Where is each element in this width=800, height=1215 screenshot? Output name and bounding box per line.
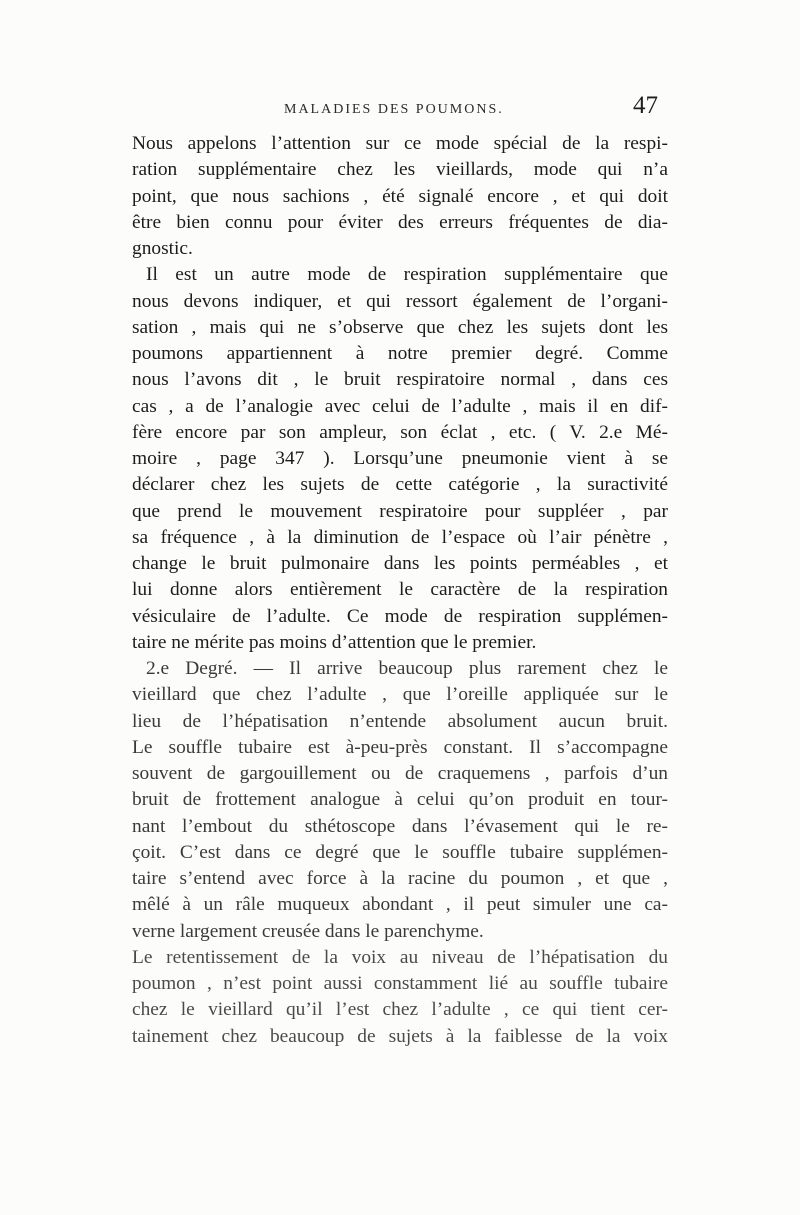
text-line: Il est un autre mode de respiration supplémentaire que — [146, 264, 668, 286]
page-header — [132, 92, 672, 126]
text-line: lieu de l’hépatisation n’entende absolument aucun bruit. — [132, 710, 668, 732]
text-line: poumon , n’est point aussi constamment lié au souffle tubaire — [132, 973, 668, 994]
text-line: taire ne mérite pas moins d’attention que le premier. — [132, 631, 537, 653]
text-line: déclarer chez les sujets de cette catégorie , la suractivité — [132, 474, 668, 496]
text-line: Nous appelons l’attention sur ce mode spécial de la respi- — [132, 133, 668, 154]
text-line: chez le vieillard qu’il l’est chez l’adulte , ce qui tient cer- — [132, 999, 668, 1021]
body-text — [132, 131, 668, 1050]
text-line: Le retentissement de la voix au niveau de l’hépatisation du — [132, 946, 668, 968]
text-line: fère encore par son ampleur, son éclat , etc. ( V. 2.e Mé- — [132, 421, 668, 443]
text-line: vieillard que chez l’adulte , que l’oreille appliquée sur le — [132, 684, 668, 706]
text-line: sation , mais qui ne s’observe que chez les sujets dont les — [132, 316, 668, 338]
text-line: verne largement creusée dans le parenchyme. — [132, 920, 484, 942]
text-line: change le bruit pulmonaire dans les points perméables , et — [132, 553, 668, 574]
text-line: tainement chez beaucoup de sujets à la faiblesse de la voix — [132, 1025, 668, 1047]
text-line: taire s’entend avec force à la racine du poumon , et que , — [132, 868, 668, 889]
text-line: nant l’embout du sthétoscope dans l’évasement qui le re- — [132, 815, 668, 837]
text-line: vésiculaire de l’adulte. Ce mode de respiration supplémen- — [132, 605, 668, 627]
text-line: ration supplémentaire chez les vieillards, mode qui n’a — [132, 159, 668, 181]
text-line: bruit de frottement analogue à celui qu’on produit en tour- — [132, 789, 668, 811]
text-line: cas , a de l’analogie avec celui de l’adulte , mais il en dif- — [132, 395, 668, 417]
text-line: 2.e Degré. — Il arrive beaucoup plus rarement chez le — [146, 658, 668, 679]
text-line: Le souffle tubaire est à-peu-près constant. Il s’accompagne — [132, 736, 668, 758]
text-line: souvent de gargouillement ou de craquemens , parfois d’un — [132, 763, 668, 784]
text-line: poumons appartiennent à notre premier degré. Comme — [132, 343, 668, 364]
text-line: moire , page 347 ). Lorsqu’une pneumonie vient à se — [132, 448, 668, 469]
text-line: point, que nous sachions , été signalé encore , et qui doit — [132, 185, 668, 207]
text-line: lui donne alors entièrement le caractère de la respiration — [132, 579, 668, 601]
text-line: nous l’avons dit , le bruit respiratoire normal , dans ces — [132, 369, 668, 391]
text-line: gnostic. — [132, 238, 193, 259]
text-line: mêlé à un râle muqueux abondant , il peut simuler une ca- — [132, 894, 668, 916]
text-line: nous devons indiquer, et qui ressort également de l’organi- — [132, 290, 668, 312]
text-line: être bien connu pour éviter des erreurs fréquentes de dia- — [132, 211, 668, 233]
page-number: 47 — [633, 92, 658, 119]
running-head: MALADIES DES POUMONS. — [284, 102, 504, 117]
text-line: sa fréquence , à la diminution de l’espace où l’air pénètre , — [132, 526, 668, 548]
text-line: çoit. C’est dans ce degré que le souffle tubaire supplémen- — [132, 841, 668, 863]
text-line: que prend le mouvement respiratoire pour suppléer , par — [132, 500, 668, 522]
